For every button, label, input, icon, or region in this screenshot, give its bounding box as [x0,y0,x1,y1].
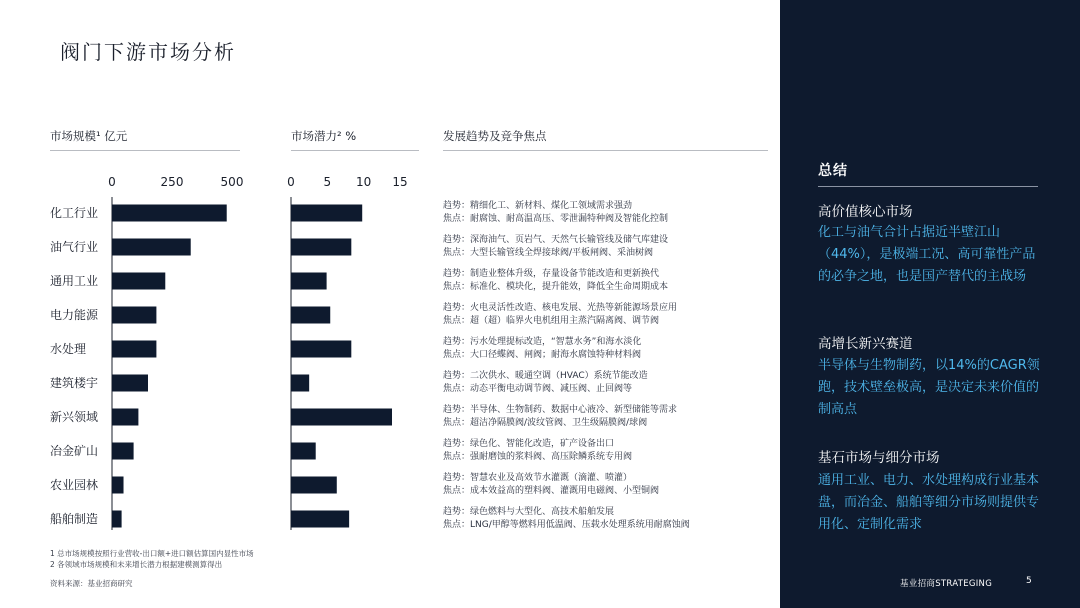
footnote-2: 2 各领域市场规模和未来增长潜力根据建模测算得出 [50,560,223,569]
trend-item [443,438,773,464]
summary-body-core: 化工与油气合计占据近半壁江山（44%），是极端工况、高可靠性产品的必争之地，也是国产替代的主战场 [818,225,1036,284]
bar [291,511,349,528]
x-tick-label: 250 [160,175,184,189]
trend-text: 趋势：半导体、生物制药、数据中心液冷、新型储能等需求 [443,405,678,415]
bar [112,409,138,426]
source-note: 资料来源：基业招商研究 [50,579,133,588]
bar [291,443,316,460]
summary-sidebar [780,0,1080,608]
category-label: 化工行业 [50,206,99,220]
focus-text: 焦点：动态平衡电动调节阀、减压阀、止回阀等 [443,384,633,394]
page-title: 阀门下游市场分析 [60,40,236,64]
focus-text: 焦点：耐腐蚀、耐高温高压、零泄漏特种阀及智能化控制 [443,214,669,224]
x-tick-label: 5 [323,175,332,189]
bar [112,239,191,256]
bar [291,205,362,222]
page-number: 5 [1026,576,1032,586]
category-label: 冶金矿山 [50,444,99,458]
trend-text: 趋势：绿色燃料与大型化、高技术船舶发展 [443,507,615,517]
bar [291,273,327,290]
summary-heading-base: 基石市场与细分市场 [818,450,940,466]
footnote-1: 1 总市场规模按照行业营收-出口额+进口额估算国内显性市场 [50,549,254,558]
bar [112,341,156,358]
trend-text: 趋势：二次供水、暖通空调（HVAC）系统节能改造 [443,371,648,381]
bar [112,477,124,494]
trend-item [443,472,773,498]
trend-item [443,370,773,396]
x-tick-label: 0 [287,175,295,189]
trend-text: 趋势：污水处理提标改造，“智慧水务”和海水淡化 [443,337,642,347]
x-tick-label: 500 [220,175,244,189]
category-label: 水处理 [50,342,87,356]
bar [112,307,156,324]
focus-text: 焦点：大口径蝶阀、闸阀；耐海水腐蚀特种材料阀 [443,350,642,360]
category-label: 油气行业 [50,240,99,254]
trend-item [443,404,773,430]
x-tick-label: 15 [392,175,408,189]
bar [291,477,337,494]
bar [112,511,122,528]
focus-text: 焦点：强耐磨蚀的浆料阀、高压除鳞系统专用阀 [443,452,633,462]
category-label: 农业园林 [50,478,99,492]
trend-text: 趋势：绿色化、智能化改造，矿产设备出口 [443,439,615,449]
trend-text: 趋势：深海油气、页岩气、天然气长输管线及储气库建设 [443,235,669,245]
market-size-header: 市场规模¹ 亿元 [50,129,128,143]
category-label: 通用工业 [50,274,99,288]
bar [291,375,309,392]
trend-item [443,200,773,226]
focus-text: 焦点：超洁净隔膜阀/波纹管阀、卫生级隔膜阀/球阀 [443,418,648,428]
bar [112,273,165,290]
trends-header: 发展趋势及竞争焦点 [443,129,547,143]
trend-text: 趋势：精细化工、新材料、煤化工领域需求强劲 [443,201,633,211]
trend-text: 趋势：火电灵活性改造、核电发展、光热等新能源场景应用 [443,303,678,313]
bar [291,409,392,426]
bar [291,307,330,324]
focus-text: 焦点：成本效益高的塑料阀、灌溉用电磁阀、小型铜阀 [443,486,660,496]
category-label: 船舶制造 [50,512,99,526]
footnotes [50,548,254,570]
trend-item [443,506,773,532]
trend-text: 趋势：智慧农业及高效节水灌溉（滴灌、喷灌） [443,473,633,483]
summary-heading-core: 高价值核心市场 [818,204,913,220]
trend-item [443,302,773,328]
bar [112,375,148,392]
category-label: 电力能源 [50,308,99,322]
summary-divider [818,186,1038,187]
x-tick-label: 10 [356,175,372,189]
category-label: 新兴领域 [50,410,99,424]
potential-header: 市场潜力² % [291,129,357,143]
category-label: 建筑楼宇 [50,376,99,390]
bar [291,341,351,358]
trend-text: 趋势：制造业整体升级，存量设备节能改造和更新换代 [443,269,660,279]
summary-body-base: 通用工业、电力、水处理构成行业基本盘，而冶金、船舶等细分市场则提供专用化、定制化需求 [818,473,1040,532]
trend-item [443,336,773,362]
focus-text: 焦点：超（超）临界火电机组用主蒸汽隔离阀、调节阀 [443,316,660,326]
bar [112,205,227,222]
bar [291,239,351,256]
summary-body-growth: 半导体与生物制药，以14%的CAGR领跑，技术壁垒极高，是决定未来价值的制高点 [818,358,1040,417]
focus-text: 焦点：标准化、模块化，提升能效，降低全生命周期成本 [443,282,669,292]
focus-text: 焦点：大型长输管线全焊接球阀/平板闸阀、采油树阀 [443,248,654,258]
summary-heading-growth: 高增长新兴赛道 [818,336,913,352]
summary-title: 总结 [818,163,848,179]
x-tick-label: 0 [108,175,116,189]
focus-text: 焦点：LNG/甲醇等燃料用低温阀、压载水处理系统用耐腐蚀阀 [443,520,690,530]
trend-item [443,268,773,294]
trend-item [443,234,773,260]
bar [112,443,134,460]
brand-logo-text: 基业招商STRATEGING [900,579,993,589]
